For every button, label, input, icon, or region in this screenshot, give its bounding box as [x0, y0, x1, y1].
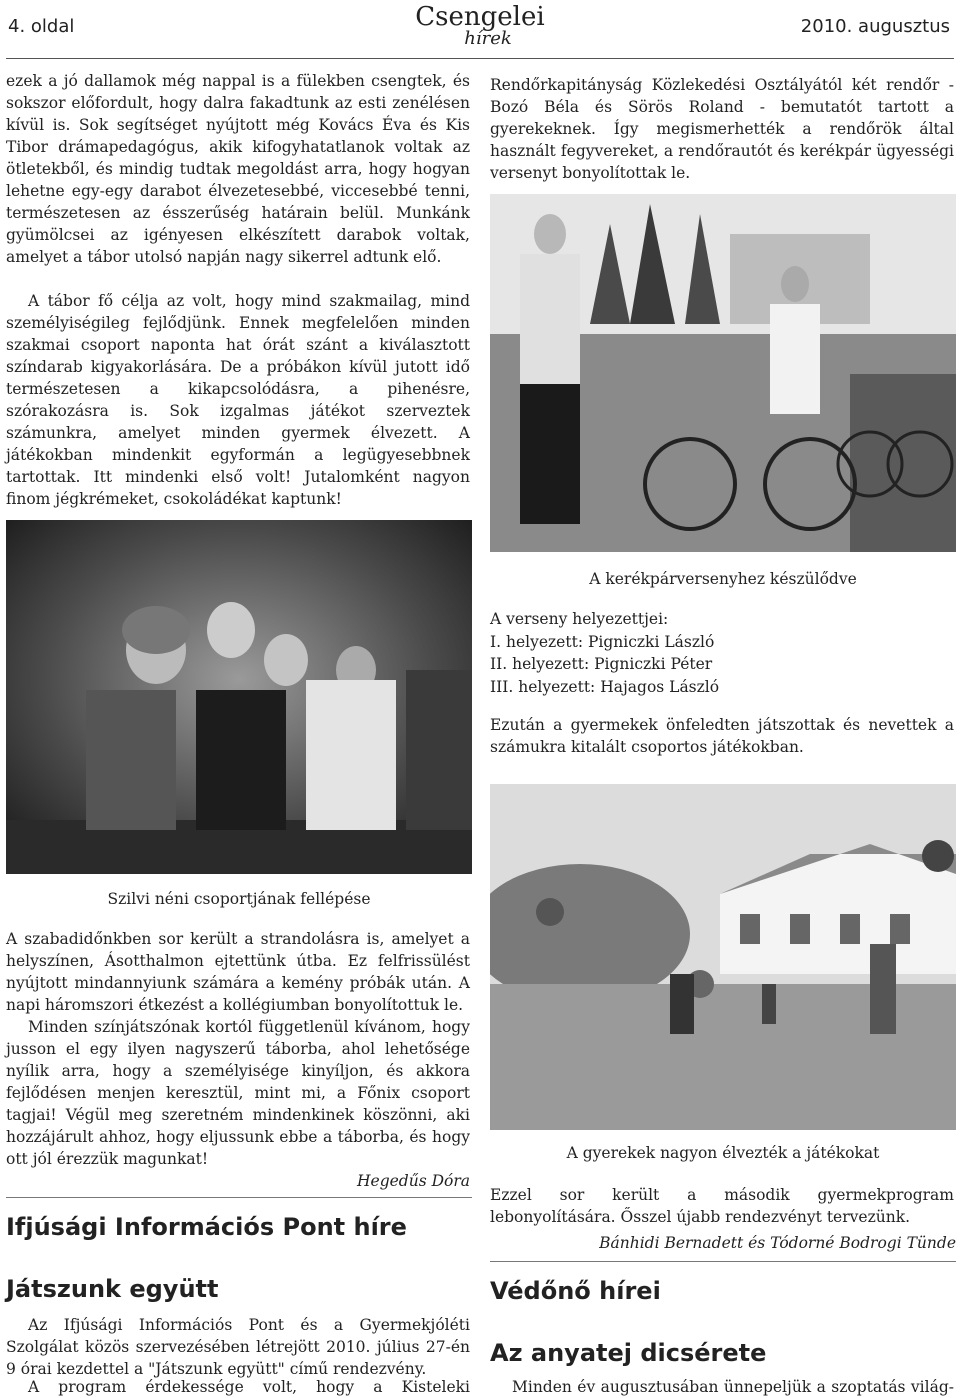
right-signature: Bánhidi Bernadett és Tódorné Bodrogi Tünde	[599, 1234, 956, 1252]
masthead-title: Csengelei	[415, 2, 545, 32]
right-paragraph-4: Minden év augusztusában ünnepeljük a szoptatás világ-	[512, 1378, 954, 1396]
left-paragraph-2: A tábor fő célja az volt, hogy mind szakmailag, mind személyiségileg fejlődjünk. Ennek megfelelően minden szakmai csoport naponta hat órát szánt a kiválasztott színdarab kigyakorlására. De a próbákon kívül jutott idő természetesen a kikapcsolódásra, a pihenésre, szórakozásra is. Sok izgalmas játékot szerveztek számunkra, amelyet minden gyermek élvezett. A játékokban mindenkit egyformán a legügyesebbnek tartottak. Itt mindenki első volt! Jutalomként nagyon finom jégkrémeket, csokoládékat kaptunk!	[6, 292, 470, 508]
race-result-1: I. helyezett: Pigniczki László	[490, 632, 715, 651]
masthead-subtitle: hírek	[464, 28, 512, 49]
photo-stage-performance	[6, 520, 472, 874]
left-paragraph-4: Minden színjátszónak kortól függetlenül kívánom, hogy jusson el egy ilyen nagyszerű táborba, ahol lehetősége nyílik arra, hogy a személyisége kinyíljon, és akkora fejlődésen menjen keresztül, mint mi, a Főnix csoport tagjai! Végül meg szeretném mindenkinek köszönni, aki hozzájárult ahhoz, hogy eljussunk ebbe a táborba, és hogy ott jól érezzük magunkat!	[6, 1018, 470, 1168]
page-number: 4. oldal	[8, 16, 75, 37]
right-paragraph-3: Ezzel sor került a második gyermekprogram lebonyolítására. Ősszel újabb rendezvényt tervezünk.	[490, 1186, 954, 1226]
photo-outdoor-games-graphic	[490, 784, 956, 1130]
photo-stage-performance-graphic	[6, 520, 472, 874]
photo-bicycle-race	[490, 194, 956, 552]
right-photo-caption-2: A gyerekek nagyon élvezték a játékokat	[566, 1144, 880, 1162]
left-paragraph-3: A szabadidőnkben sor került a strandolásra is, amelyet a helyszínen, Ásotthalmon ejtettünk útba. Ez felfrissülést nyújtott mindannyiunk számára a kemény próbák után. A napi háromszori étkezést a kollégiumban bonyolítottuk le.	[6, 930, 470, 1014]
issue-date: 2010. augusztus	[800, 16, 950, 37]
right-paragraph-2: Ezután a gyermekek önfeledten játszottak és nevettek a számukra kitalált csoportos játékokban.	[490, 716, 954, 756]
photo-outdoor-games	[490, 784, 956, 1130]
race-result-3: III. helyezett: Hajagos László	[490, 677, 720, 696]
right-section-rule	[490, 1261, 956, 1262]
left-section-title: Ifjúsági Információs Pont híre	[6, 1213, 407, 1241]
page-header	[0, 0, 960, 58]
race-results	[490, 608, 954, 698]
left-paragraph-5: Az Ifjúsági Információs Pont és a Gyermekjóléti Szolgálat közös szervezésében létrejött 2010. július 27-én 9 órai kezdettel a "Játszunk együtt" című rendezvény.	[6, 1316, 470, 1378]
left-photo-caption: Szilvi néni csoportjának fellépése	[107, 890, 371, 908]
left-section-rule	[6, 1197, 472, 1198]
left-signature: Hegedűs Dóra	[357, 1172, 470, 1190]
header-rule	[6, 58, 954, 59]
race-result-2: II. helyezett: Pigniczki Péter	[490, 655, 713, 673]
race-results-heading: A verseny helyezettjei:	[490, 610, 669, 628]
right-article-title: Az anyatej dicsérete	[490, 1339, 767, 1367]
left-paragraph-6: A program érdekessége volt, hogy a Kisteleki	[28, 1378, 470, 1396]
right-paragraph-1: Rendőrkapitányság Közlekedési Osztályától két rendőr - Bozó Béla és Sörös Roland - bemutatót tartott a gyerekeknek. Így megismerhették a rendőrök által használt fegyvereket, a rendőrautót és kerékpár ügyességi versenyt bonyolítottak le.	[490, 76, 954, 182]
right-photo-caption-1: A kerékpárversenyhez készülődve	[589, 570, 857, 588]
left-article-title: Játszunk együtt	[6, 1275, 219, 1303]
left-paragraph-1: ezek a jó dallamok még nappal is a fülekben csengtek, és sokszor előfordult, hogy dalra fakadtunk az esti zenélésen kívül is. Sok segítséget nyújtott még Kovács Éva és Kis Tibor drámapedagógus, akik kifogyhatatlanok voltak az ötletekből, és mindig tudtak megoldást arra, hogy hogyan lehetne egy-egy darabot élvezetesebbé, viccesebbé tenni, természetesen az ésszerűség határain belül. Munkánk gyümölcsei az igényesen elkészített darabok voltak, amelyet a tábor utolsó napján nagy sikerrel adtunk elő.	[6, 72, 470, 266]
right-section-title: Védőnő hírei	[490, 1277, 661, 1305]
photo-bicycle-race-graphic	[490, 194, 956, 552]
